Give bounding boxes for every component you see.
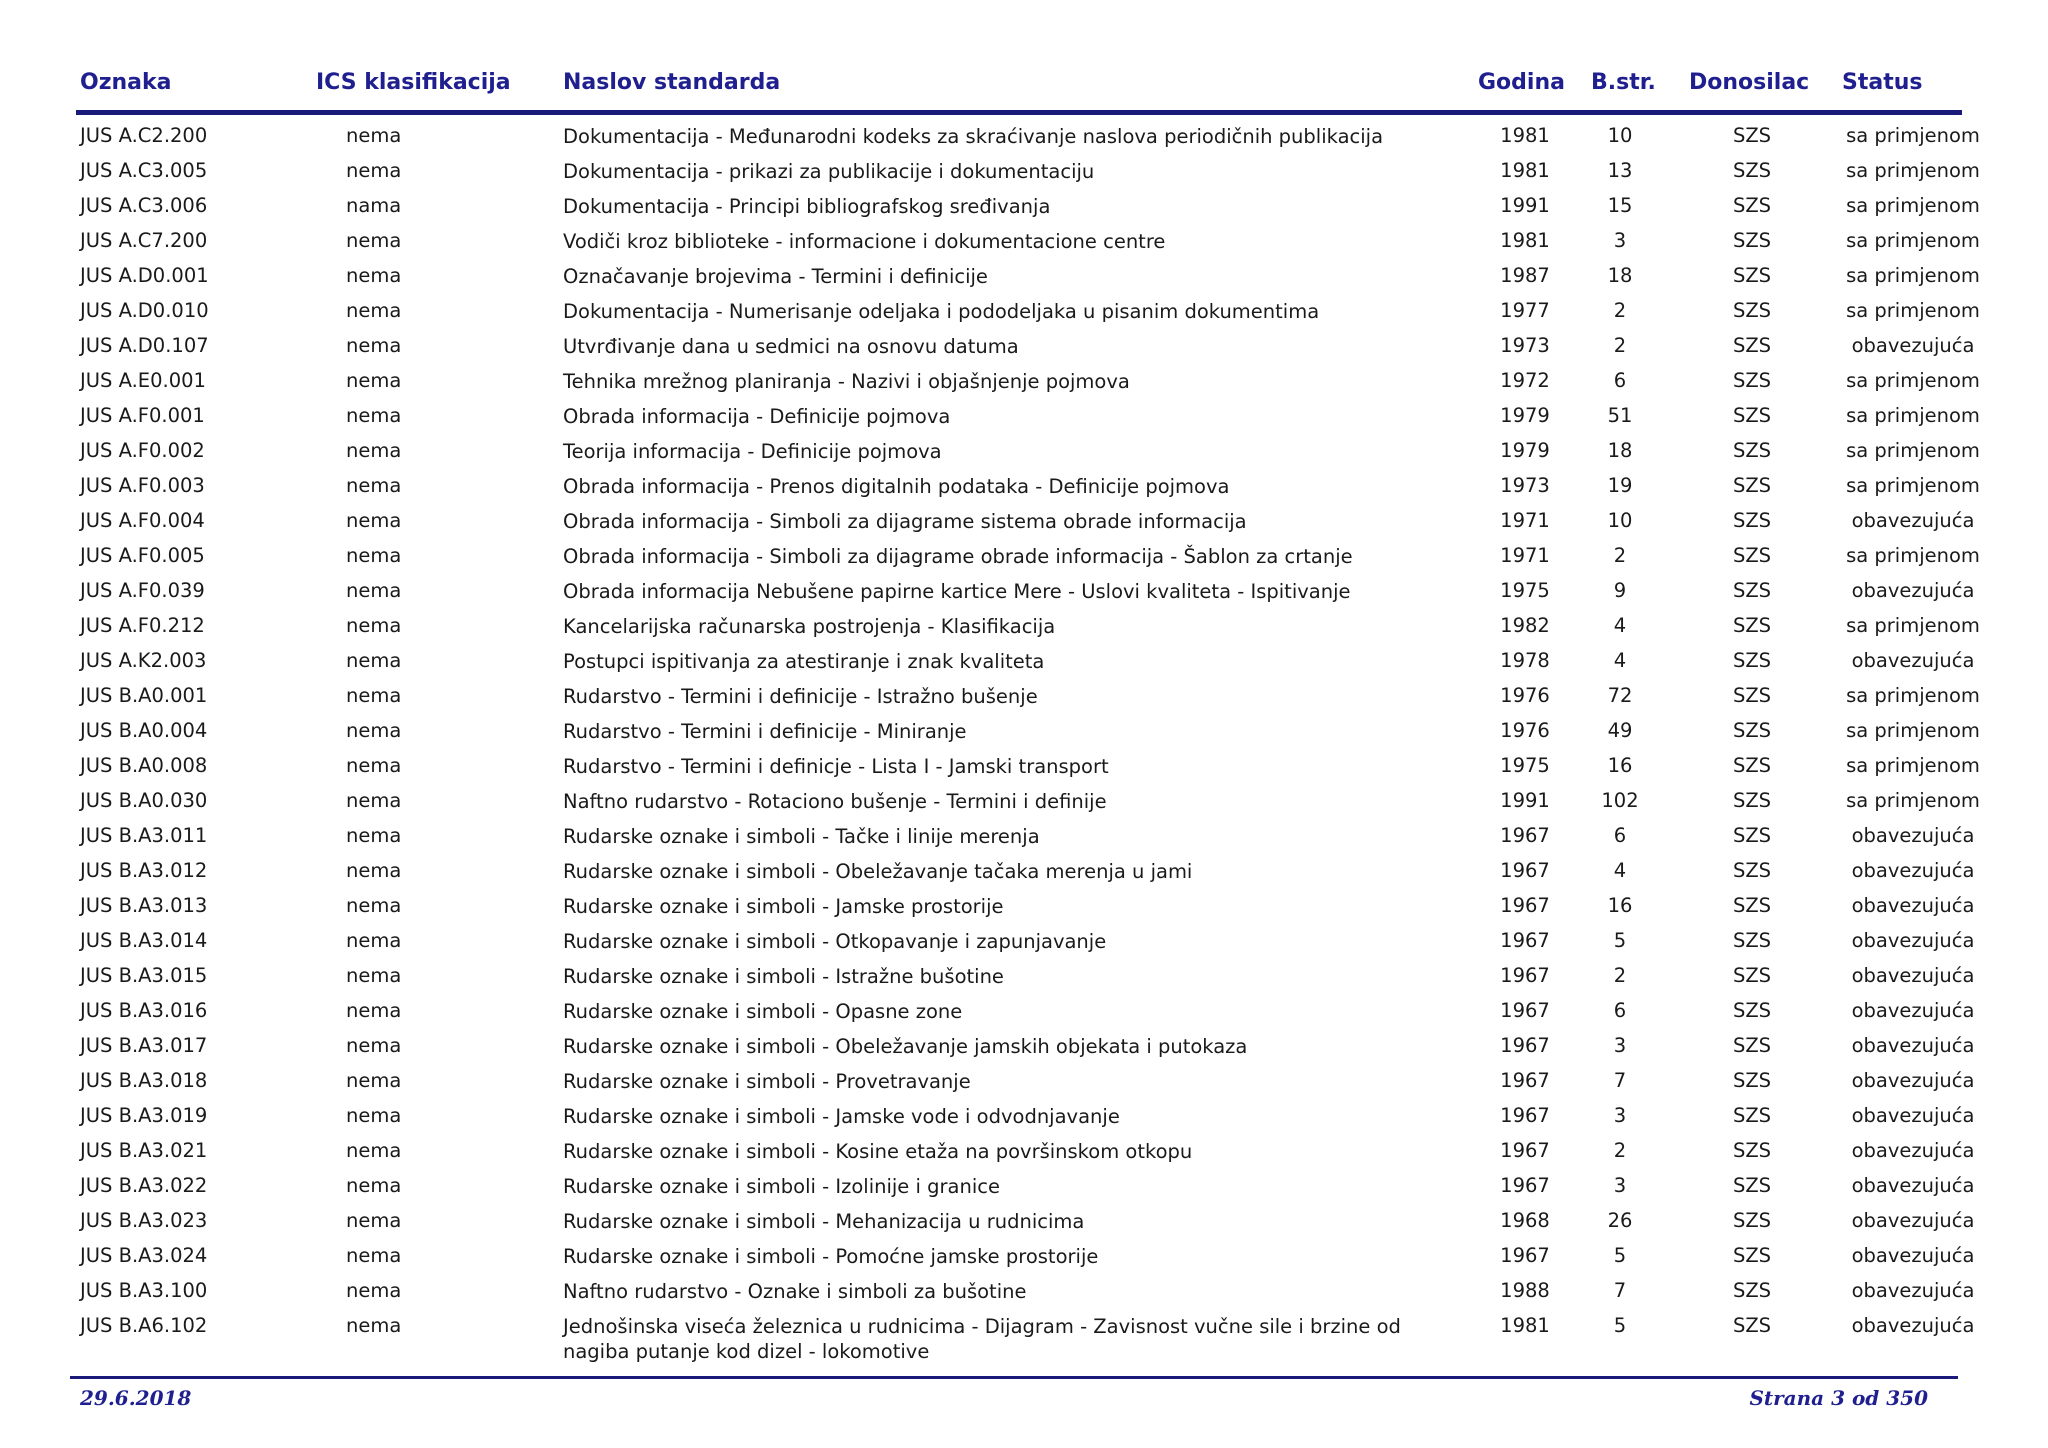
cell-year: 1975 xyxy=(1500,754,1550,777)
cell-year: 1967 xyxy=(1500,824,1550,847)
cell-ics: nema xyxy=(346,369,402,392)
cell-pages: 49 xyxy=(1607,719,1633,742)
cell-year: 1967 xyxy=(1500,859,1550,882)
table-row xyxy=(0,647,2048,682)
cell-status: obavezujuća xyxy=(1851,1069,1975,1092)
cell-year: 1967 xyxy=(1500,1104,1550,1127)
cell-year: 1981 xyxy=(1500,159,1550,182)
cell-status: obavezujuća xyxy=(1851,859,1975,882)
cell-code: JUS B.A3.024 xyxy=(80,1244,208,1267)
table-row xyxy=(0,997,2048,1032)
cell-donor: SZS xyxy=(1732,1139,1772,1162)
table-row xyxy=(0,1207,2048,1242)
cell-code: JUS A.K2.003 xyxy=(80,649,207,672)
cell-title: Označavanje brojevima - Termini i definicije xyxy=(563,265,988,288)
header-year: Godina xyxy=(1478,70,1565,95)
cell-code: JUS A.F0.004 xyxy=(80,509,205,532)
cell-code: JUS A.F0.002 xyxy=(80,439,205,462)
cell-pages: 3 xyxy=(1613,1104,1627,1127)
cell-code: JUS B.A6.102 xyxy=(80,1314,208,1337)
table-row xyxy=(0,752,2048,787)
cell-pages: 15 xyxy=(1607,194,1633,217)
cell-title: Rudarske oznake i simboli - Provetravanje xyxy=(563,1070,971,1093)
cell-status: obavezujuća xyxy=(1851,1209,1975,1232)
cell-donor: SZS xyxy=(1732,719,1772,742)
table-row xyxy=(0,507,2048,542)
cell-ics: nema xyxy=(346,544,402,567)
cell-donor: SZS xyxy=(1732,789,1772,812)
cell-ics: nema xyxy=(346,824,402,847)
table-row xyxy=(0,437,2048,472)
cell-code: JUS A.F0.003 xyxy=(80,474,205,497)
cell-pages: 16 xyxy=(1607,754,1633,777)
table-body xyxy=(0,122,2048,1370)
cell-donor: SZS xyxy=(1732,859,1772,882)
cell-year: 1981 xyxy=(1500,229,1550,252)
cell-code: JUS A.F0.212 xyxy=(80,614,205,637)
cell-ics: nema xyxy=(346,1104,402,1127)
cell-ics: nema xyxy=(346,159,402,182)
cell-code: JUS A.C3.005 xyxy=(80,159,208,182)
cell-donor: SZS xyxy=(1732,1034,1772,1057)
cell-pages: 10 xyxy=(1607,124,1633,147)
cell-title: Rudarske oznake i simboli - Otkopavanje i zapunjavanje xyxy=(563,930,1107,953)
cell-donor: SZS xyxy=(1732,1244,1772,1267)
cell-title: Rudarske oznake i simboli - Jamske vode i odvodnjavanje xyxy=(563,1105,1120,1128)
cell-year: 1991 xyxy=(1500,789,1550,812)
cell-ics: nema xyxy=(346,684,402,707)
cell-pages: 5 xyxy=(1613,1314,1627,1337)
footer-rule xyxy=(70,1376,1958,1379)
table-row xyxy=(0,1137,2048,1172)
cell-title: Naftno rudarstvo - Rotaciono bušenje - Termini i definije xyxy=(563,790,1107,813)
cell-ics: nema xyxy=(346,1174,402,1197)
cell-pages: 5 xyxy=(1613,1244,1627,1267)
cell-ics: nema xyxy=(346,1209,402,1232)
cell-pages: 7 xyxy=(1613,1069,1627,1092)
cell-status: obavezujuća xyxy=(1851,1034,1975,1057)
footer-date: 29.6.2018 xyxy=(80,1386,192,1410)
cell-title: Rudarstvo - Termini i definicije - Istražno bušenje xyxy=(563,685,1038,708)
cell-code: JUS B.A0.008 xyxy=(80,754,208,777)
cell-code: JUS B.A0.030 xyxy=(80,789,208,812)
cell-donor: SZS xyxy=(1732,1104,1772,1127)
table-row xyxy=(0,857,2048,892)
cell-title: Vodiči kroz biblioteke - informacione i dokumentacione centre xyxy=(563,230,1166,253)
cell-year: 1982 xyxy=(1500,614,1550,637)
cell-status: obavezujuća xyxy=(1851,1279,1975,1302)
cell-ics: nema xyxy=(346,754,402,777)
cell-pages: 16 xyxy=(1607,894,1633,917)
table-row xyxy=(0,612,2048,647)
cell-year: 1975 xyxy=(1500,579,1550,602)
cell-title: Tehnika mrežnog planiranja - Nazivi i objašnjenje pojmova xyxy=(563,370,1130,393)
cell-code: JUS A.D0.107 xyxy=(80,334,209,357)
cell-code: JUS A.C3.006 xyxy=(80,194,208,217)
cell-pages: 6 xyxy=(1613,369,1627,392)
cell-year: 1968 xyxy=(1500,1209,1550,1232)
cell-year: 1967 xyxy=(1500,964,1550,987)
cell-code: JUS B.A3.015 xyxy=(80,964,208,987)
cell-year: 1979 xyxy=(1500,439,1550,462)
cell-ics: nema xyxy=(346,474,402,497)
cell-code: JUS A.D0.001 xyxy=(80,264,209,287)
cell-donor: SZS xyxy=(1732,439,1772,462)
cell-ics: nema xyxy=(346,1069,402,1092)
cell-ics: nema xyxy=(346,124,402,147)
cell-pages: 3 xyxy=(1613,229,1627,252)
table-row xyxy=(0,332,2048,367)
cell-code: JUS B.A3.017 xyxy=(80,1034,208,1057)
cell-year: 1967 xyxy=(1500,1034,1550,1057)
cell-ics: nema xyxy=(346,264,402,287)
cell-status: sa primjenom xyxy=(1846,789,1980,812)
cell-pages: 102 xyxy=(1601,789,1639,812)
cell-donor: SZS xyxy=(1732,614,1772,637)
cell-code: JUS B.A3.011 xyxy=(80,824,208,847)
cell-ics: nema xyxy=(346,929,402,952)
cell-pages: 4 xyxy=(1613,649,1627,672)
cell-status: obavezujuća xyxy=(1851,1314,1975,1337)
cell-status: obavezujuća xyxy=(1851,1174,1975,1197)
cell-donor: SZS xyxy=(1732,999,1772,1022)
cell-code: JUS B.A3.019 xyxy=(80,1104,208,1127)
cell-donor: SZS xyxy=(1732,649,1772,672)
cell-title: Kancelarijska računarska postrojenja - Klasifikacija xyxy=(563,615,1056,638)
table-row xyxy=(0,682,2048,717)
cell-status: sa primjenom xyxy=(1846,439,1980,462)
cell-pages: 6 xyxy=(1613,824,1627,847)
cell-donor: SZS xyxy=(1732,684,1772,707)
cell-ics: nema xyxy=(346,789,402,812)
cell-code: JUS A.F0.001 xyxy=(80,404,205,427)
cell-ics: nema xyxy=(346,1139,402,1162)
cell-pages: 7 xyxy=(1613,1279,1627,1302)
cell-ics: nema xyxy=(346,1034,402,1057)
cell-ics: nema xyxy=(346,1244,402,1267)
cell-status: obavezujuća xyxy=(1851,929,1975,952)
cell-year: 1971 xyxy=(1500,509,1550,532)
table-row xyxy=(0,472,2048,507)
cell-code: JUS B.A3.021 xyxy=(80,1139,208,1162)
table-row xyxy=(0,927,2048,962)
cell-pages: 18 xyxy=(1607,264,1633,287)
table-row xyxy=(0,787,2048,822)
cell-year: 1977 xyxy=(1500,299,1550,322)
cell-title: Teorija informacija - Definicije pojmova xyxy=(563,440,942,463)
cell-ics: nema xyxy=(346,614,402,637)
cell-code: JUS B.A3.018 xyxy=(80,1069,208,1092)
cell-ics: nema xyxy=(346,649,402,672)
cell-donor: SZS xyxy=(1732,544,1772,567)
table-row xyxy=(0,1032,2048,1067)
cell-code: JUS A.F0.039 xyxy=(80,579,205,602)
cell-donor: SZS xyxy=(1732,229,1772,252)
cell-pages: 2 xyxy=(1613,544,1627,567)
cell-status: sa primjenom xyxy=(1846,124,1980,147)
cell-code: JUS A.C7.200 xyxy=(80,229,208,252)
table-row xyxy=(0,402,2048,437)
footer-page-number: Strana 3 od 350 xyxy=(1749,1386,1928,1410)
cell-year: 1967 xyxy=(1500,929,1550,952)
cell-status: obavezujuća xyxy=(1851,579,1975,602)
cell-donor: SZS xyxy=(1732,1174,1772,1197)
cell-ics: nema xyxy=(346,334,402,357)
cell-pages: 2 xyxy=(1613,1139,1627,1162)
header-pages: B.str. xyxy=(1591,70,1656,95)
table-row xyxy=(0,1102,2048,1137)
cell-title: Rudarske oznake i simboli - Izolinije i granice xyxy=(563,1175,1000,1198)
header-ics: ICS klasifikacija xyxy=(316,70,511,95)
cell-year: 1972 xyxy=(1500,369,1550,392)
cell-code: JUS A.F0.005 xyxy=(80,544,205,567)
cell-title: Dokumentacija - Principi bibliografskog sređivanja xyxy=(563,195,1051,218)
cell-pages: 51 xyxy=(1607,404,1633,427)
cell-title: Rudarske oznake i simboli - Istražne bušotine xyxy=(563,965,1004,988)
cell-pages: 6 xyxy=(1613,999,1627,1022)
cell-status: obavezujuća xyxy=(1851,824,1975,847)
cell-title: Obrada informacija - Simboli za dijagrame sistema obrade informacija xyxy=(563,510,1247,533)
cell-status: sa primjenom xyxy=(1846,299,1980,322)
cell-title: Rudarske oznake i simboli - Opasne zone xyxy=(563,1000,963,1023)
cell-pages: 2 xyxy=(1613,334,1627,357)
table-row xyxy=(0,262,2048,297)
cell-code: JUS B.A3.023 xyxy=(80,1209,208,1232)
cell-status: sa primjenom xyxy=(1846,614,1980,637)
table-header xyxy=(80,70,1960,110)
cell-code: JUS A.C2.200 xyxy=(80,124,208,147)
cell-title: Rudarstvo - Termini i definicje - Lista I - Jamski transport xyxy=(563,755,1109,778)
cell-pages: 5 xyxy=(1613,929,1627,952)
cell-title: Naftno rudarstvo - Oznake i simboli za bušotine xyxy=(563,1280,1027,1303)
cell-code: JUS B.A3.016 xyxy=(80,999,208,1022)
cell-code: JUS B.A3.022 xyxy=(80,1174,208,1197)
cell-status: obavezujuća xyxy=(1851,1104,1975,1127)
cell-code: JUS B.A0.001 xyxy=(80,684,208,707)
table-row xyxy=(0,1242,2048,1277)
cell-donor: SZS xyxy=(1732,1069,1772,1092)
table-row xyxy=(0,1277,2048,1312)
cell-code: JUS B.A0.004 xyxy=(80,719,208,742)
cell-title: Rudarske oznake i simboli - Mehanizacija u rudnicima xyxy=(563,1210,1085,1233)
cell-year: 1971 xyxy=(1500,544,1550,567)
cell-title: Rudarske oznake i simboli - Tačke i linije merenja xyxy=(563,825,1040,848)
cell-donor: SZS xyxy=(1732,1314,1772,1337)
cell-donor: SZS xyxy=(1732,894,1772,917)
cell-pages: 26 xyxy=(1607,1209,1633,1232)
cell-donor: SZS xyxy=(1732,929,1772,952)
table-row xyxy=(0,367,2048,402)
cell-status: sa primjenom xyxy=(1846,544,1980,567)
cell-pages: 4 xyxy=(1613,859,1627,882)
table-row xyxy=(0,822,2048,857)
cell-ics: nema xyxy=(346,1314,402,1337)
cell-pages: 9 xyxy=(1613,579,1627,602)
cell-ics: nema xyxy=(346,894,402,917)
cell-title: Obrada informacija - Simboli za dijagrame obrade informacija - Šablon za crtanje xyxy=(563,545,1353,568)
cell-ics: nema xyxy=(346,1279,402,1302)
cell-year: 1967 xyxy=(1500,1069,1550,1092)
table-row xyxy=(0,1067,2048,1102)
cell-donor: SZS xyxy=(1732,264,1772,287)
cell-status: obavezujuća xyxy=(1851,1139,1975,1162)
cell-title: Rudarske oznake i simboli - Jamske prostorije xyxy=(563,895,1004,918)
cell-year: 1981 xyxy=(1500,124,1550,147)
cell-title: Obrada informacija Nebušene papirne kartice Mere - Uslovi kvaliteta - Ispitivanje xyxy=(563,580,1351,603)
cell-year: 1967 xyxy=(1500,894,1550,917)
table-row xyxy=(0,192,2048,227)
cell-year: 1967 xyxy=(1500,1174,1550,1197)
cell-ics: nema xyxy=(346,509,402,532)
cell-status: obavezujuća xyxy=(1851,334,1975,357)
table-row xyxy=(0,717,2048,752)
cell-ics: nema xyxy=(346,579,402,602)
cell-year: 1967 xyxy=(1500,1139,1550,1162)
cell-pages: 3 xyxy=(1613,1034,1627,1057)
cell-ics: nema xyxy=(346,964,402,987)
header-code: Oznaka xyxy=(80,70,172,95)
cell-title: Rudarske oznake i simboli - Obeležavanje tačaka merenja u jami xyxy=(563,860,1193,883)
cell-donor: SZS xyxy=(1732,124,1772,147)
cell-year: 1976 xyxy=(1500,684,1550,707)
table-row xyxy=(0,297,2048,332)
cell-status: sa primjenom xyxy=(1846,719,1980,742)
cell-year: 1988 xyxy=(1500,1279,1550,1302)
header-status: Status xyxy=(1842,70,1923,95)
table-row xyxy=(0,542,2048,577)
cell-title: Postupci ispitivanja za atestiranje i znak kvaliteta xyxy=(563,650,1045,673)
cell-status: sa primjenom xyxy=(1846,474,1980,497)
header-title: Naslov standarda xyxy=(563,70,781,95)
table-row xyxy=(0,577,2048,612)
cell-status: obavezujuća xyxy=(1851,1244,1975,1267)
header-donor: Donosilac xyxy=(1689,70,1810,95)
cell-pages: 72 xyxy=(1607,684,1633,707)
cell-donor: SZS xyxy=(1732,159,1772,182)
cell-title: Obrada informacija - Prenos digitalnih podataka - Definicije pojmova xyxy=(563,475,1230,498)
cell-title: Jednošinska viseća železnica u rudnicima - Dijagram - Zavisnost vučne sile i brzine od nagiba putanje kod dizel - lokomotive xyxy=(563,1315,1401,1363)
cell-code: JUS B.A3.014 xyxy=(80,929,208,952)
table-row xyxy=(0,227,2048,262)
table-row xyxy=(0,892,2048,927)
cell-ics: nema xyxy=(346,859,402,882)
cell-status: obavezujuća xyxy=(1851,509,1975,532)
table-row xyxy=(0,1312,2048,1370)
cell-donor: SZS xyxy=(1732,824,1772,847)
cell-status: sa primjenom xyxy=(1846,194,1980,217)
cell-donor: SZS xyxy=(1732,509,1772,532)
cell-title: Rudarske oznake i simboli - Obeležavanje jamskih objekata i putokaza xyxy=(563,1035,1248,1058)
cell-year: 1973 xyxy=(1500,334,1550,357)
cell-status: sa primjenom xyxy=(1846,369,1980,392)
cell-pages: 13 xyxy=(1607,159,1633,182)
cell-code: JUS B.A3.013 xyxy=(80,894,208,917)
cell-code: JUS B.A3.012 xyxy=(80,859,208,882)
cell-year: 1979 xyxy=(1500,404,1550,427)
cell-ics: nema xyxy=(346,719,402,742)
cell-year: 1991 xyxy=(1500,194,1550,217)
cell-donor: SZS xyxy=(1732,404,1772,427)
cell-donor: SZS xyxy=(1732,579,1772,602)
cell-status: sa primjenom xyxy=(1846,264,1980,287)
table-row xyxy=(0,1172,2048,1207)
cell-title: Rudarske oznake i simboli - Pomoćne jamske prostorije xyxy=(563,1245,1099,1268)
cell-title: Dokumentacija - prikazi za publikacije i dokumentaciju xyxy=(563,160,1095,183)
cell-year: 1976 xyxy=(1500,719,1550,742)
cell-pages: 18 xyxy=(1607,439,1633,462)
cell-year: 1981 xyxy=(1500,1314,1550,1337)
cell-ics: nema xyxy=(346,439,402,462)
cell-pages: 3 xyxy=(1613,1174,1627,1197)
cell-title: Rudarske oznake i simboli - Kosine etaža na površinskom otkopu xyxy=(563,1140,1193,1163)
cell-donor: SZS xyxy=(1732,299,1772,322)
cell-ics: nema xyxy=(346,299,402,322)
cell-ics: nema xyxy=(346,229,402,252)
cell-pages: 2 xyxy=(1613,299,1627,322)
cell-pages: 10 xyxy=(1607,509,1633,532)
cell-title: Dokumentacija - Međunarodni kodeks za skraćivanje naslova periodičnih publikacija xyxy=(563,125,1384,148)
table-row xyxy=(0,962,2048,997)
cell-code: JUS A.E0.001 xyxy=(80,369,206,392)
cell-donor: SZS xyxy=(1732,194,1772,217)
cell-donor: SZS xyxy=(1732,1279,1772,1302)
cell-status: sa primjenom xyxy=(1846,684,1980,707)
cell-ics: nama xyxy=(346,194,402,217)
cell-status: obavezujuća xyxy=(1851,894,1975,917)
cell-donor: SZS xyxy=(1732,1209,1772,1232)
cell-donor: SZS xyxy=(1732,754,1772,777)
cell-title: Obrada informacija - Definicije pojmova xyxy=(563,405,951,428)
cell-pages: 4 xyxy=(1613,614,1627,637)
cell-donor: SZS xyxy=(1732,369,1772,392)
cell-status: sa primjenom xyxy=(1846,159,1980,182)
cell-pages: 2 xyxy=(1613,964,1627,987)
cell-status: sa primjenom xyxy=(1846,229,1980,252)
cell-code: JUS A.D0.010 xyxy=(80,299,209,322)
header-rule xyxy=(76,110,1962,115)
cell-pages: 19 xyxy=(1607,474,1633,497)
table-row xyxy=(0,157,2048,192)
cell-year: 1967 xyxy=(1500,999,1550,1022)
cell-status: obavezujuća xyxy=(1851,999,1975,1022)
cell-status: sa primjenom xyxy=(1846,404,1980,427)
cell-status: sa primjenom xyxy=(1846,754,1980,777)
cell-year: 1967 xyxy=(1500,1244,1550,1267)
cell-donor: SZS xyxy=(1732,964,1772,987)
cell-title: Utvrđivanje dana u sedmici na osnovu datuma xyxy=(563,335,1019,358)
cell-year: 1973 xyxy=(1500,474,1550,497)
cell-ics: nema xyxy=(346,999,402,1022)
cell-year: 1978 xyxy=(1500,649,1550,672)
cell-title: Dokumentacija - Numerisanje odeljaka i pododeljaka u pisanim dokumentima xyxy=(563,300,1320,323)
cell-status: obavezujuća xyxy=(1851,649,1975,672)
table-row xyxy=(0,122,2048,157)
cell-status: obavezujuća xyxy=(1851,964,1975,987)
cell-code: JUS B.A3.100 xyxy=(80,1279,208,1302)
cell-year: 1987 xyxy=(1500,264,1550,287)
cell-donor: SZS xyxy=(1732,334,1772,357)
cell-donor: SZS xyxy=(1732,474,1772,497)
cell-title: Rudarstvo - Termini i definicije - Miniranje xyxy=(563,720,967,743)
cell-ics: nema xyxy=(346,404,402,427)
